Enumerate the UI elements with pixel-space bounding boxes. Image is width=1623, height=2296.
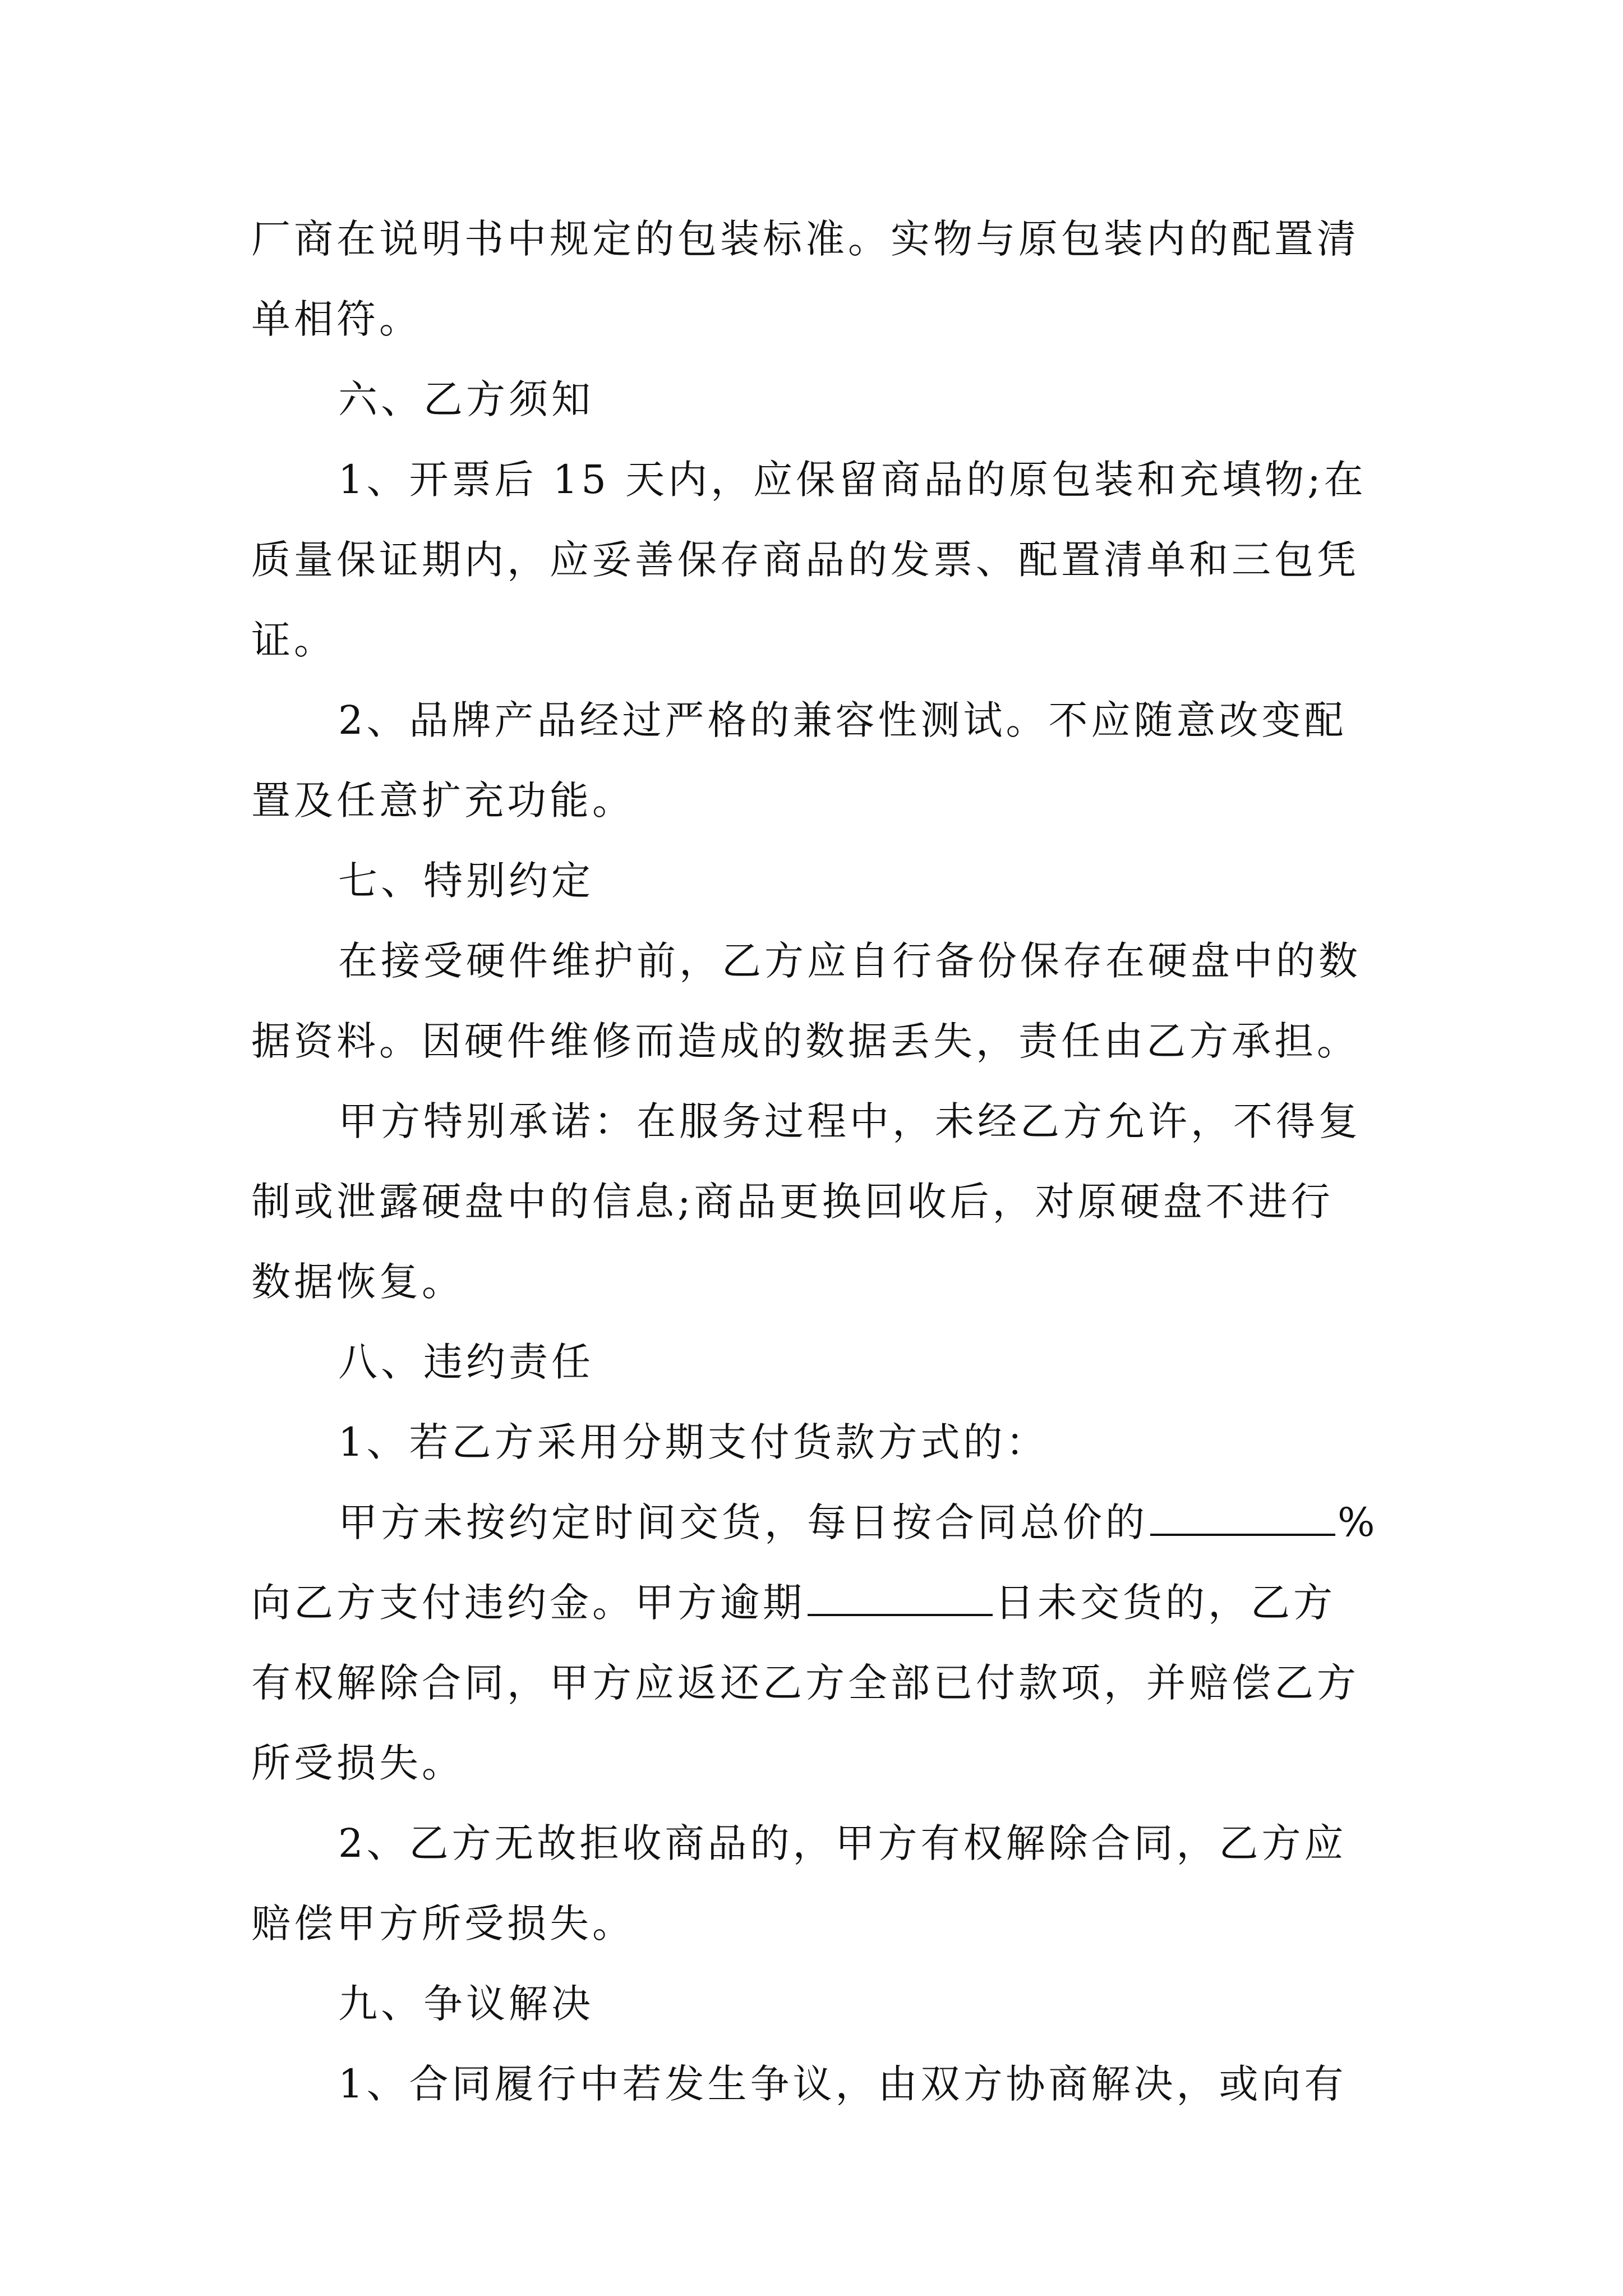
section-heading-special-agreement: 七、特别约定	[338, 858, 594, 904]
body-line: 证。	[251, 617, 336, 663]
section-heading-breach-liability: 八、违约责任	[338, 1339, 594, 1385]
body-line: 在接受硬件维护前，乙方应自行备份保存在硬盘中的数	[338, 938, 1361, 984]
body-line: 1、开票后 15 天内，应保留商品的原包装和充填物;在	[338, 457, 1367, 503]
body-line: 2、品牌产品经过严格的兼容性测试。不应随意改变配	[338, 697, 1347, 743]
penalty-rate-text-after: %	[1338, 1499, 1378, 1545]
body-line: 1、若乙方采用分期支付货款方式的：	[338, 1419, 1049, 1465]
overdue-days-line	[251, 1563, 1395, 1643]
body-line: 厂商在说明书中规定的包装标准。实物与原包装内的配置清	[251, 216, 1359, 262]
body-line: 质量保证期内，应妥善保存商品的发票、配置清单和三包凭	[251, 537, 1359, 583]
body-line: 所受损失。	[251, 1740, 464, 1786]
section-heading-dispute-resolution: 九、争议解决	[338, 1981, 594, 2027]
body-line: 单相符。	[251, 296, 422, 342]
overdue-days-text-after: 日未交货的，乙方	[995, 1580, 1336, 1626]
section-heading-yifang-notice: 六、乙方须知	[338, 376, 594, 422]
body-line: 据资料。因硬件维修而造成的数据丢失，责任由乙方承担。	[251, 1018, 1359, 1064]
body-line: 置及任意扩充功能。	[251, 777, 635, 823]
overdue-days-blank-field[interactable]	[808, 1575, 993, 1616]
body-line: 有权解除合同，甲方应返还乙方全部已付款项，并赔偿乙方	[251, 1660, 1359, 1706]
body-line: 2、乙方无故拒收商品的，甲方有权解除合同，乙方应	[338, 1820, 1347, 1866]
penalty-rate-line	[251, 1483, 1395, 1563]
penalty-rate-text-before: 甲方未按约定时间交货，每日按合同总价的	[338, 1499, 1148, 1545]
body-line: 甲方特别承诺：在服务过程中，未经乙方允许，不得复	[338, 1098, 1361, 1144]
body-line: 1、合同履行中若发生争议，由双方协商解决，或向有	[338, 2061, 1347, 2107]
overdue-days-text-before: 向乙方支付违约金。甲方逾期	[251, 1580, 805, 1626]
body-line: 数据恢复。	[251, 1259, 464, 1305]
body-line: 赔偿甲方所受损失。	[251, 1901, 635, 1947]
body-line: 制或泄露硬盘中的信息;商品更换回收后，对原硬盘不进行	[251, 1179, 1334, 1225]
penalty-rate-blank-field[interactable]	[1150, 1494, 1335, 1536]
contract-text-body	[251, 199, 1395, 2124]
